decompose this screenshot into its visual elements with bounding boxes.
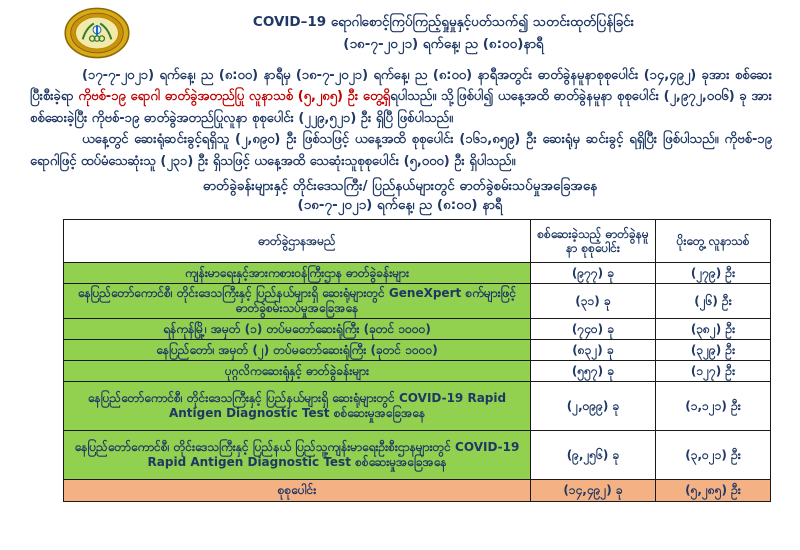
- row-lab-name: နေပြည်တော်ကောင်စီ၊ တိုင်းဒေသကြီးနှင့် ပြည်နယ်များရှိ ဆေးရုံများတွင် COVID-19 Rapid Antigen Diagnostic Test စစ်ဆေးမှုအခြေအနေ: [64, 382, 531, 431]
- table-total-row: [64, 480, 771, 502]
- paragraph1-part1: (၁၇-၇-၂၀၂၁) ရက်နေ့၊ ည (၈:၀၀) နာရီမှ (၁၈-၇-၂၀၂၁) ရက်နေ့၊ ည (၈:၀၀) နာရီအတွင်း ဓာတ်ခွဲနမူနာစုစုပေါင်း (၁၄,၄၉၂) ခုအား စစ်ဆေးပြီးစီးခဲ့ရာ: [30, 68, 772, 105]
- total-samples: (၁၄,၄၉၂) ခု: [531, 480, 656, 502]
- document-title-line1: COVID–19 ရောဂါစောင့်ကြပ်ကြည့်ရှုမှုနှင့်ပတ်သက်၍ သတင်းထုတ်ပြန်ခြင်း: [252, 14, 635, 30]
- table-title-line2: (၁၈-၇-၂၀၂၁) ရက်နေ့၊ ည (၈:၀၀) နာရီ: [297, 197, 503, 214]
- table-row: [64, 361, 771, 382]
- document-header: [0, 0, 800, 61]
- total-positive: (၅,၂၈၅) ဦး: [656, 480, 771, 502]
- lab-testing-table: [63, 219, 771, 502]
- ministry-of-health-seal-icon: [57, 6, 137, 60]
- paragraph-discharge-and-deaths: ယနေ့တွင် ဆေးရုံဆင်းခွင့်ရရှိသူ (၂,၈၉၀) ဦး ဖြစ်သဖြင့် ယနေ့အထိ စုစုပေါင်း (၁၆၁,၈၅၉) ဦး ဆေးရုံမှ ဆင်းခွင့် ရရှိပြီး ဖြစ်ပါသည်။ ကိုဗစ်-၁၉ ရောဂါဖြင့် ထပ်မံသေဆုံးသူ (၂၃၁) ဦး ရှိသဖြင့် ယနေ့အထိ သေဆုံးသူစုစုပေါင်း (၅,၀၀၀) ဦး ရှိပါသည်။: [30, 132, 772, 169]
- row-positive: (၂၇၉) ဦး: [656, 263, 771, 284]
- row-positive: (၃၈၂) ဦး: [656, 319, 771, 340]
- row-samples: (၈၃၂) ခု: [531, 340, 656, 361]
- row-samples: (၅၅၇) ခု: [531, 361, 656, 382]
- row-lab-name: ကျန်းမာရေးနှင့်အားကစားဝန်ကြီးဌာန ဓာတ်ခွဲခန်းများ: [64, 263, 531, 284]
- row-samples: (၉,၂၅၆) ခု: [531, 431, 656, 480]
- row-samples: (၉၇၇) ခု: [531, 263, 656, 284]
- header-samples-tested: စစ်ဆေးခဲ့သည့် ဓာတ်ခွဲနမူနာ စုစုပေါင်း: [531, 220, 656, 263]
- total-label: စုစုပေါင်း: [64, 480, 531, 502]
- paragraph-daily-lab-results: [30, 65, 772, 129]
- paragraph1-part2: ရပါသည်။ သို့ဖြစ်ပါ၍ ယနေ့အထိ ဓာတ်ခွဲနမူနာ စုစုပေါင်း (၂,၉၇၂,၀၀၆) ခု အား စစ်ဆေးခဲ့ပြီး ကိုဗစ်-၁၉ ဓာတ်ခွဲအတည်ပြုလူနာ စုစုပေါင်း (၂၂၉,၅၂၁) ဦး ရှိပြီ ဖြစ်ပါသည်။: [30, 89, 772, 126]
- table-row: [64, 284, 771, 319]
- table-header-row: [64, 220, 771, 263]
- row-lab-name: နေပြည်တော်ကောင်စီ၊ တိုင်းဒေသကြီးနှင့် ပြည်နယ် ပြည်သူ့ကျန်းမာရေးဦးစီးဌာနများတွင် COVID-19 Rapid Antigen Diagnostic Test စစ်ဆေးမှုအခြေအနေ: [64, 431, 531, 480]
- row-lab-name: နေပြည်တော်ကောင်စီ၊ တိုင်းဒေသကြီးနှင့် ပြည်နယ်များရှိ ဆေးရုံများတွင် GeneXpert စက်များဖြင့် ဓာတ်ခွဲစမ်းသပ်မှုအခြေအနေ: [64, 284, 531, 319]
- row-positive: (၁,၁၂၁) ဦး: [656, 382, 771, 431]
- row-positive: (၃,၀၂၁) ဦး: [656, 431, 771, 480]
- header-lab-name: ဓာတ်ခွဲဌာနအမည်: [64, 220, 531, 263]
- row-lab-name: ရန်ကုန်မြို့၊ အမှတ် (၁) တပ်မတော်ဆေးရုံကြီး (ခုတင် ၁၀၀၀): [64, 319, 531, 340]
- row-lab-name: ပုဂ္ဂလိကဆေးရုံနှင့် ဓာတ်ခွဲခန်းများ: [64, 361, 531, 382]
- table-row: [64, 340, 771, 361]
- table-title: [0, 177, 800, 215]
- document-title-line2: (၁၈-၇-၂၀၂၁) ရက်နေ့၊ ည (၈:၀၀)နာရီ: [343, 36, 544, 52]
- table-row: [64, 431, 771, 480]
- row-samples: (၂,၀၉၉) ခု: [531, 382, 656, 431]
- table-row: [64, 382, 771, 431]
- row-samples: (၃၁) ခု: [531, 284, 656, 319]
- table-row: [64, 319, 771, 340]
- table-title-line1: ဓာတ်ခွဲခန်းများနှင့် တိုင်းဒေသကြီး/ ပြည်နယ်များတွင် ဓာတ်ခွဲစမ်းသပ်မှုအခြေအနေ: [202, 178, 598, 195]
- document-title: [137, 11, 770, 55]
- header-new-positive: ပိုးတွေ့ လူနာသစ်: [656, 220, 771, 263]
- paragraph1-highlight-new-cases: ကိုဗစ်-၁၉ ရောဂါ ဓာတ်ခွဲအတည်ပြု လူနာသစ် (၅,၂၈၅) ဦး တွေ့ရှိ: [78, 89, 391, 105]
- row-lab-name: နေပြည်တော်၊ အမှတ် (၂) တပ်မတော်ဆေးရုံကြီး (ခုတင် ၁၀၀၀): [64, 340, 531, 361]
- row-positive: (၁၂၇) ဦး: [656, 361, 771, 382]
- body-text: [0, 61, 800, 172]
- row-positive: (၃၂၉) ဦး: [656, 340, 771, 361]
- row-positive: (၂၆) ဦး: [656, 284, 771, 319]
- table-row: [64, 263, 771, 284]
- row-samples: (၇၄၀) ခု: [531, 319, 656, 340]
